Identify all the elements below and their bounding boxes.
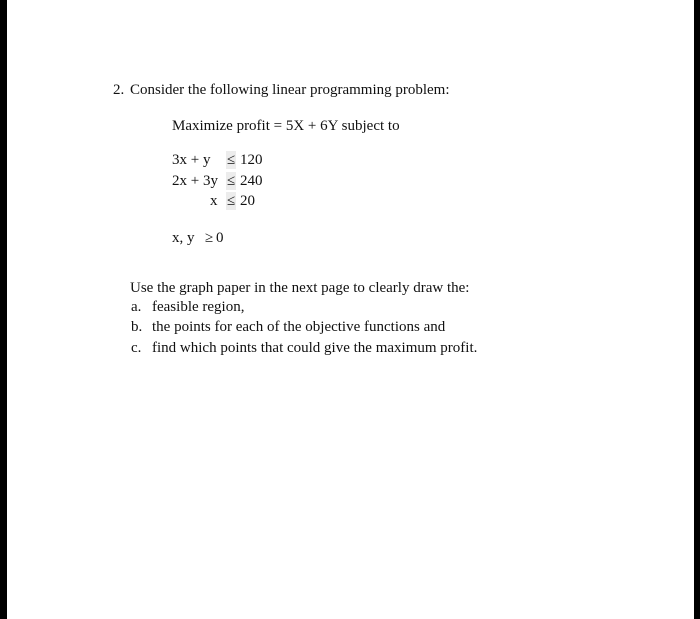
right-border <box>694 0 700 619</box>
constraint-3-lhs: x <box>210 193 218 209</box>
constraint-1-rhs: 120 <box>240 152 263 168</box>
constraint-3-rhs: 20 <box>240 193 255 209</box>
task-b-text: the points for each of the objective functions and <box>152 319 446 335</box>
task-c-text: find which points that could give the maximum profit. <box>152 340 478 356</box>
left-border <box>0 0 7 619</box>
task-a-marker: a. <box>131 299 142 315</box>
nonnegativity-operator: ≥ <box>205 230 214 246</box>
task-a-text: feasible region, <box>152 299 245 315</box>
constraint-1-operator: ≤ <box>227 152 236 168</box>
nonnegativity-rhs: 0 <box>216 230 224 246</box>
nonnegativity-lhs: x, y <box>172 230 195 246</box>
question-number: 2. <box>113 82 125 98</box>
constraint-1-lhs: 3x + y <box>172 152 211 168</box>
task-c-marker: c. <box>131 340 142 356</box>
objective-function: Maximize profit = 5X + 6Y subject to <box>172 118 400 134</box>
constraint-3-operator: ≤ <box>227 193 236 209</box>
document-page <box>7 0 694 619</box>
constraint-2-rhs: 240 <box>240 173 263 189</box>
instruction-text: Use the graph paper in the next page to clearly draw the: <box>130 280 470 296</box>
constraint-2-operator: ≤ <box>227 173 236 189</box>
constraint-2-lhs: 2x + 3y <box>172 173 218 189</box>
question-prompt: Consider the following linear programming problem: <box>130 82 450 98</box>
task-b-marker: b. <box>131 319 143 335</box>
